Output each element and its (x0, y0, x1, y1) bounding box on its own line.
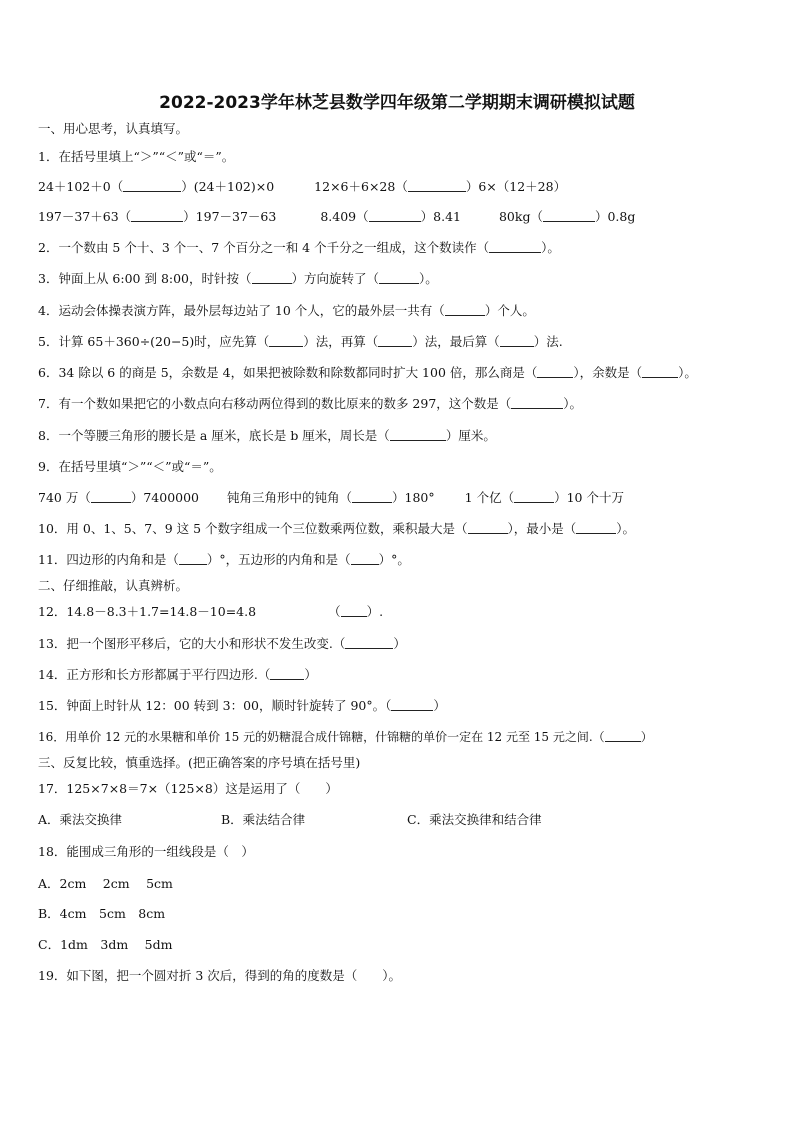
q1e-right: ）0.8g (594, 209, 636, 224)
question-7 (38, 395, 764, 413)
answer-blank[interactable] (408, 179, 466, 192)
q12-open: （ (328, 604, 341, 619)
answer-blank[interactable] (391, 698, 433, 711)
q4-text: 4．运动会体操表演方阵，最外层每边站了 10 个人，它的最外层一共有（ (38, 303, 445, 318)
q11-mid: ）°，五边形的内角和是（ (206, 552, 351, 567)
q10-end: ）。 (616, 521, 636, 536)
option-c[interactable]: C．1dm 3dm 5dm (38, 937, 173, 952)
q3-text: 3．钟面上从 6:00 到 8:00，时针按（ (38, 271, 252, 286)
answer-blank[interactable] (91, 490, 131, 503)
q1a-left: 24＋102＋0（ (38, 179, 124, 194)
question-5 (38, 333, 764, 351)
answer-blank[interactable] (468, 521, 508, 534)
question-17-options (38, 811, 764, 829)
answer-blank[interactable] (351, 552, 379, 565)
answer-blank[interactable] (270, 667, 304, 680)
q10-text: 10．用 0、1、5、7、9 这 5 个数字组成一个三位数乘两位数，乘积最大是（ (38, 521, 468, 536)
q16-end: ） (640, 730, 653, 744)
question-19: 19．如下图，把一个圆对折 3 次后，得到的角的度数是（ ）。 (38, 968, 402, 983)
question-14 (38, 666, 764, 684)
q1d-left: 8.409（ (320, 209, 369, 224)
q3-end: ）。 (419, 271, 438, 286)
answer-blank[interactable] (252, 271, 292, 284)
q10-mid: ），最小是（ (507, 521, 577, 536)
q5-mid2: ）法，最后算（ (412, 334, 500, 349)
q9a-right: ）7400000 (130, 490, 200, 505)
q7-end: ）。 (563, 396, 583, 411)
q14-text: 14．正方形和长方形都属于平行四边形.（ (38, 667, 271, 682)
q15-text: 15．钟面上时针从 12：00 转到 3：00，顺时针旋转了 90°。（ (38, 698, 392, 713)
question-2 (38, 239, 764, 257)
q8-text: 8．一个等腰三角形的腰长是 a 厘米，底长是 b 厘米，周长是（ (38, 428, 390, 443)
q5-mid1: ）法，再算（ (303, 334, 379, 349)
question-13 (38, 635, 764, 653)
q9b-right: ）180° (392, 490, 435, 505)
question-12 (38, 603, 764, 621)
q13-end: ） (393, 636, 406, 651)
question-4 (38, 302, 764, 320)
question-11 (38, 551, 764, 569)
question-18: 18．能围成三角形的一组线段是（ ） (38, 844, 254, 859)
q15-end: ） (433, 698, 446, 713)
option-c[interactable]: C．乘法交换律和结合律 (407, 812, 542, 827)
q4-end: ）个人。 (484, 303, 535, 318)
section-2-heading: 二、仔细推敲，认真辨析。 (38, 578, 189, 593)
question-15 (38, 697, 764, 715)
q14-end: ） (304, 667, 317, 682)
question-6 (38, 364, 764, 382)
q9b-left: 钝角三角形中的钝角（ (227, 490, 353, 505)
q11-text: 11．四边形的内角和是（ (38, 552, 179, 567)
answer-blank[interactable] (500, 334, 534, 347)
q1d-right: ）8.41 (420, 209, 461, 224)
answer-blank[interactable] (123, 179, 181, 192)
q7-text: 7．有一个数如果把它的小数点向右移动两位得到的数比原来的数多 297，这个数是（ (38, 396, 512, 411)
q1a-right: ）(24＋102)×0 (181, 179, 275, 194)
q5-text: 5．计算 65＋360÷(20−5)时，应先算（ (38, 334, 270, 349)
question-8 (38, 427, 764, 445)
answer-blank[interactable] (543, 209, 595, 222)
q9a-left: 740 万（ (38, 490, 91, 505)
question-9-row (38, 489, 764, 507)
question-9: 9．在括号里填“＞”“＜”或“＝”。 (38, 459, 222, 474)
answer-blank[interactable] (379, 271, 419, 284)
q6-text: 6．34 除以 6 的商是 5，余数是 4，如果把被除数和除数都同时扩大 100 倍，那么商是（ (38, 365, 538, 380)
answer-blank[interactable] (537, 365, 573, 378)
q3-mid: ）方向旋转了（ (291, 271, 380, 286)
answer-blank[interactable] (489, 240, 541, 253)
answer-blank[interactable] (445, 303, 485, 316)
q6-mid: ），余数是（ (573, 365, 643, 380)
question-17: 17．125×7×8＝7×（125×8）这是运用了（ ） (38, 781, 338, 796)
q11-end: ）°。 (378, 552, 410, 567)
answer-blank[interactable] (341, 604, 367, 617)
question-1-row-1 (38, 178, 764, 196)
question-1-row-2 (38, 208, 764, 226)
q2-end: ）。 (541, 240, 560, 255)
answer-blank[interactable] (369, 209, 421, 222)
answer-blank[interactable] (511, 396, 563, 409)
q13-text: 13．把一个图形平移后，它的大小和形状不发生改变.（ (38, 636, 346, 651)
answer-blank[interactable] (352, 490, 392, 503)
option-a[interactable]: A．乘法交换律 (38, 812, 123, 827)
q12-text: 12．14.8－8.3＋1.7=14.8－10=4.8 (38, 604, 257, 619)
question-1: 1．在括号里填上“＞”“＜”或“＝”。 (38, 149, 235, 164)
page-title: 2022-2023学年林芝县数学四年级第二学期期末调研模拟试题 (159, 93, 635, 113)
q6-end: ）。 (678, 365, 697, 380)
answer-blank[interactable] (642, 365, 678, 378)
q8-end: ）厘米。 (445, 428, 496, 443)
answer-blank[interactable] (345, 636, 393, 649)
q1b-left: 12×6＋6×28（ (314, 179, 408, 194)
q16-text: 16．用单价 12 元的水果糖和单价 15 元的奶糖混合成什锦糖，什锦糖的单价一定在 12 元至 15 元之间.（ (38, 730, 605, 744)
answer-blank[interactable] (378, 334, 412, 347)
option-b[interactable]: B．4cm 5cm 8cm (38, 906, 166, 921)
answer-blank[interactable] (131, 209, 183, 222)
section-1-heading: 一、用心思考，认真填写。 (38, 121, 189, 136)
q1c-right: ）197－37－63 (183, 209, 277, 224)
q2-text: 2．一个数由 5 个十、3 个一、7 个百分之一和 4 个千分之一组成，这个数读作（ (38, 240, 490, 255)
question-3 (38, 270, 764, 288)
answer-blank[interactable] (576, 521, 616, 534)
q1b-right: ）6×（12＋28） (465, 179, 567, 194)
question-10 (38, 520, 764, 538)
section-3-heading: 三、反复比较，慎重选择。(把正确答案的序号填在括号里) (38, 755, 361, 770)
q1e-left: 80kg（ (498, 209, 543, 224)
answer-blank[interactable] (179, 552, 207, 565)
q9c-left: 1 个亿（ (464, 490, 515, 505)
answer-blank[interactable] (514, 490, 554, 503)
q9c-right: ）10 个十万 (554, 490, 624, 505)
q5-end: ）法. (533, 334, 563, 349)
q1c-left: 197－37＋63（ (38, 209, 132, 224)
answer-blank[interactable] (605, 729, 641, 742)
option-a[interactable]: A．2cm 2cm 5cm (38, 876, 173, 891)
q12-end: ）. (366, 604, 384, 619)
question-16 (38, 728, 754, 746)
answer-blank[interactable] (269, 334, 303, 347)
answer-blank[interactable] (390, 428, 446, 441)
option-b[interactable]: B．乘法结合律 (221, 812, 306, 827)
